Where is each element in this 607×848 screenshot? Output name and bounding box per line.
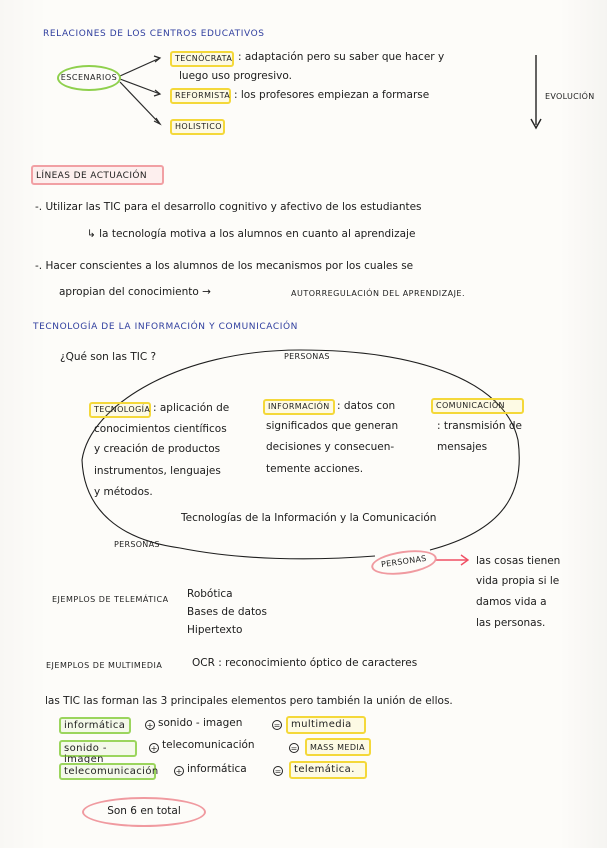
- scenario-box-reformista: [170, 88, 231, 104]
- side-note-line-4: las personas.: [476, 617, 546, 629]
- formation-row-3-left-box: [59, 763, 159, 780]
- scenarios-label: ESCENARIOS: [60, 73, 118, 82]
- technology-box: [89, 402, 151, 418]
- formation-row-1-left-box: [59, 717, 131, 734]
- technology-text-2: conocimientos científicos: [94, 423, 227, 435]
- formation-row-3-plus: +: [175, 767, 183, 776]
- personas-bubble-label: PERSONAS: [380, 553, 428, 570]
- tic-section-title: TECNOLOGÍA DE LA INFORMACIÓN Y COMUNICACIÓN: [33, 322, 299, 332]
- formation-row-1-middle: sonido - imagen: [158, 717, 243, 729]
- self-regulation-label: AUTORREGULACIÓN DEL APRENDIZAJE.: [291, 289, 466, 298]
- information-box: [263, 399, 335, 415]
- tic-center-caption: Tecnologías de la Información y la Comunicación: [181, 512, 437, 524]
- telematic-item-1: Robótica: [187, 588, 233, 600]
- formation-row-1-equals: =: [273, 721, 281, 730]
- tic-question: ¿Qué son las TIC ?: [60, 351, 157, 363]
- scenario-label-tecnocrata: TECNÓCRATA: [175, 54, 233, 63]
- multimedia-label: EJEMPLOS DE MULTIMEDIA: [46, 661, 163, 670]
- communication-text-1: : transmisión de: [437, 420, 522, 432]
- lines-bullet-3: -. Hacer conscientes a los alumnos de los mecanismos por los cuales se: [35, 260, 414, 272]
- side-note-line-1: las cosas tienen: [476, 555, 561, 567]
- information-text-2: significados que generan: [266, 420, 399, 432]
- communication-text-2: mensajes: [437, 441, 488, 453]
- scenario-label-reformista: REFORMISTA: [175, 91, 231, 100]
- formation-row-3-left: telecomunicación: [64, 766, 159, 777]
- information-text-3: decisiones y consecuen-: [266, 441, 395, 453]
- information-text-1: : datos con: [337, 400, 396, 412]
- personas-bottom-left-label: PERSONAS: [114, 540, 160, 549]
- formation-row-2-middle: telecomunicación: [162, 739, 255, 751]
- formation-row-2-left: sonido - imagen: [64, 743, 107, 765]
- formation-line: las TIC las forman las 3 principales elementos pero también la unión de ellos.: [45, 695, 453, 707]
- telematic-item-3: Hipertexto: [187, 624, 243, 636]
- formation-row-3-result-box: [289, 761, 367, 779]
- technology-text-3: y creación de productos: [94, 443, 221, 455]
- lines-title-box: [31, 165, 164, 185]
- technology-text-4: instrumentos, lenguajes: [94, 465, 221, 477]
- communication-box: [431, 398, 524, 414]
- technology-text-1: : aplicación de: [153, 402, 230, 414]
- communication-title: COMUNICACIÓN: [436, 401, 505, 410]
- lines-bullet-1: -. Utilizar las TIC para el desarrollo cognitivo y afectivo de los estudiantes: [35, 201, 422, 213]
- side-note-line-2: vida propia si le: [476, 575, 560, 587]
- formation-row-3-result: telemática.: [294, 764, 355, 775]
- formation-row-2-result: MASS MEDIA: [310, 743, 366, 752]
- telematic-label: EJEMPLOS DE TELEMÁTICA: [52, 595, 169, 604]
- formation-row-1-result: multimedia: [291, 719, 352, 730]
- formation-row-2-plus: +: [150, 744, 158, 753]
- formation-footer: Son 6 en total: [107, 805, 181, 817]
- technology-text-5: y métodos.: [94, 486, 153, 498]
- scenario-text-tecnocrata-line2: luego uso progresivo.: [179, 70, 292, 82]
- lines-bullet-4: apropian del conocimiento →: [59, 286, 211, 298]
- formation-footer-oval: [82, 797, 206, 827]
- scenario-text-tecnocrata-line1: : adaptación pero su saber que hacer y: [238, 51, 445, 63]
- scenario-box-holistico: [170, 119, 225, 135]
- evolution-label: EVOLUCIÓN: [545, 92, 595, 101]
- lines-title: LÍNEAS DE ACTUACIÓN: [36, 171, 148, 181]
- telematic-item-2: Bases de datos: [187, 606, 267, 618]
- personas-top-label: PERSONAS: [284, 352, 330, 361]
- formation-row-3-middle: informática: [187, 763, 247, 775]
- formation-row-1-left: informática: [64, 720, 126, 731]
- scenario-text-reformista: : los profesores empiezan a formarse: [234, 89, 430, 101]
- formation-row-2-result-box: [305, 738, 371, 756]
- formation-row-2-left-box: [59, 740, 137, 765]
- information-text-4: temente acciones.: [266, 463, 364, 475]
- formation-row-1-result-box: [286, 716, 366, 734]
- scenario-box-tecnocrata: [170, 51, 234, 67]
- formation-row-2-equals: =: [290, 744, 298, 753]
- information-title: INFORMACIÓN: [268, 402, 330, 411]
- formation-row-3-equals: =: [274, 767, 282, 776]
- multimedia-text: OCR : reconocimiento óptico de caracteres: [192, 657, 418, 669]
- technology-title: TECNOLOGÍA: [94, 405, 151, 414]
- formation-row-1-plus: +: [146, 721, 154, 730]
- document-header: RELACIONES DE LOS CENTROS EDUCATIVOS: [43, 29, 265, 39]
- lines-bullet-2: ↳ la tecnología motiva a los alumnos en cuanto al aprendizaje: [87, 228, 416, 240]
- side-note-line-3: damos vida a: [476, 596, 547, 608]
- scenario-label-holistico: HOLISTICO: [175, 122, 222, 131]
- scenarios-oval: [57, 65, 121, 91]
